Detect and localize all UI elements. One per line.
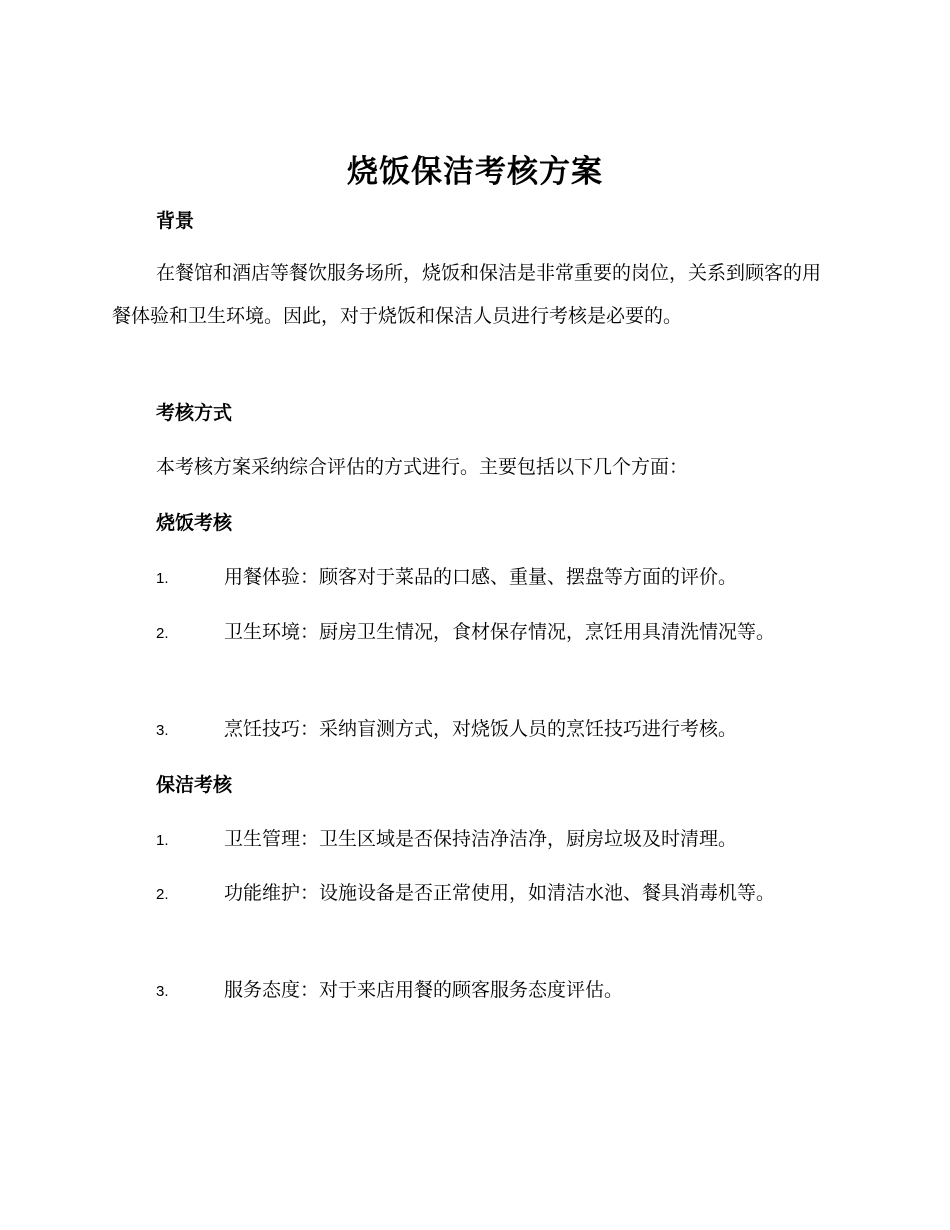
list-item [112, 556, 822, 600]
list-item [112, 708, 822, 752]
list-item-text: 烹饪技巧：采纳盲测方式，对烧饭人员的烹饪技巧进行考核。 [224, 718, 738, 740]
list-item [112, 818, 822, 862]
list-item-text: 用餐体验：顾客对于菜品的口感、重量、摆盘等方面的评价。 [224, 566, 738, 588]
list-item-text: 服务态度：对于来店用餐的顾客服务态度评估。 [224, 979, 624, 1001]
list-item [112, 611, 822, 655]
background-paragraph: 在餐馆和酒店等餐饮服务场所，烧饭和保洁是非常重要的岗位，关系到顾客的用餐体验和卫生环境。因此，对于烧饭和保洁人员进行考核是必要的。 [112, 262, 822, 327]
list-item [112, 969, 822, 1013]
list-item-text: 功能维护：设施设备是否正常使用，如清洁水池、餐具消毒机等。 [224, 882, 776, 904]
list-item-text: 卫生管理：卫生区域是否保持洁净洁净，厨房垃圾及时清理。 [224, 828, 738, 850]
list-item-number: 2. [156, 886, 169, 903]
method-paragraph: 本考核方案采纳综合评估的方式进行。主要包括以下几个方面： [156, 456, 689, 478]
list-item-text: 卫生环境：厨房卫生情况，食材保存情况，烹饪用具清洗情况等。 [224, 621, 776, 643]
list-item [112, 872, 822, 916]
document-title: 烧饭保洁考核方案 [347, 154, 603, 190]
list-item-number: 1. [156, 832, 169, 849]
section-heading-cooking: 烧饭考核 [156, 512, 233, 534]
section-heading-method: 考核方式 [156, 402, 233, 424]
section-heading-cleaning: 保洁考核 [156, 774, 233, 796]
list-item-number: 2. [156, 625, 169, 642]
section-heading-background: 背景 [156, 210, 195, 232]
list-item-number: 3. [156, 983, 169, 1000]
list-item-number: 3. [156, 722, 169, 739]
list-item-number: 1. [156, 570, 169, 587]
